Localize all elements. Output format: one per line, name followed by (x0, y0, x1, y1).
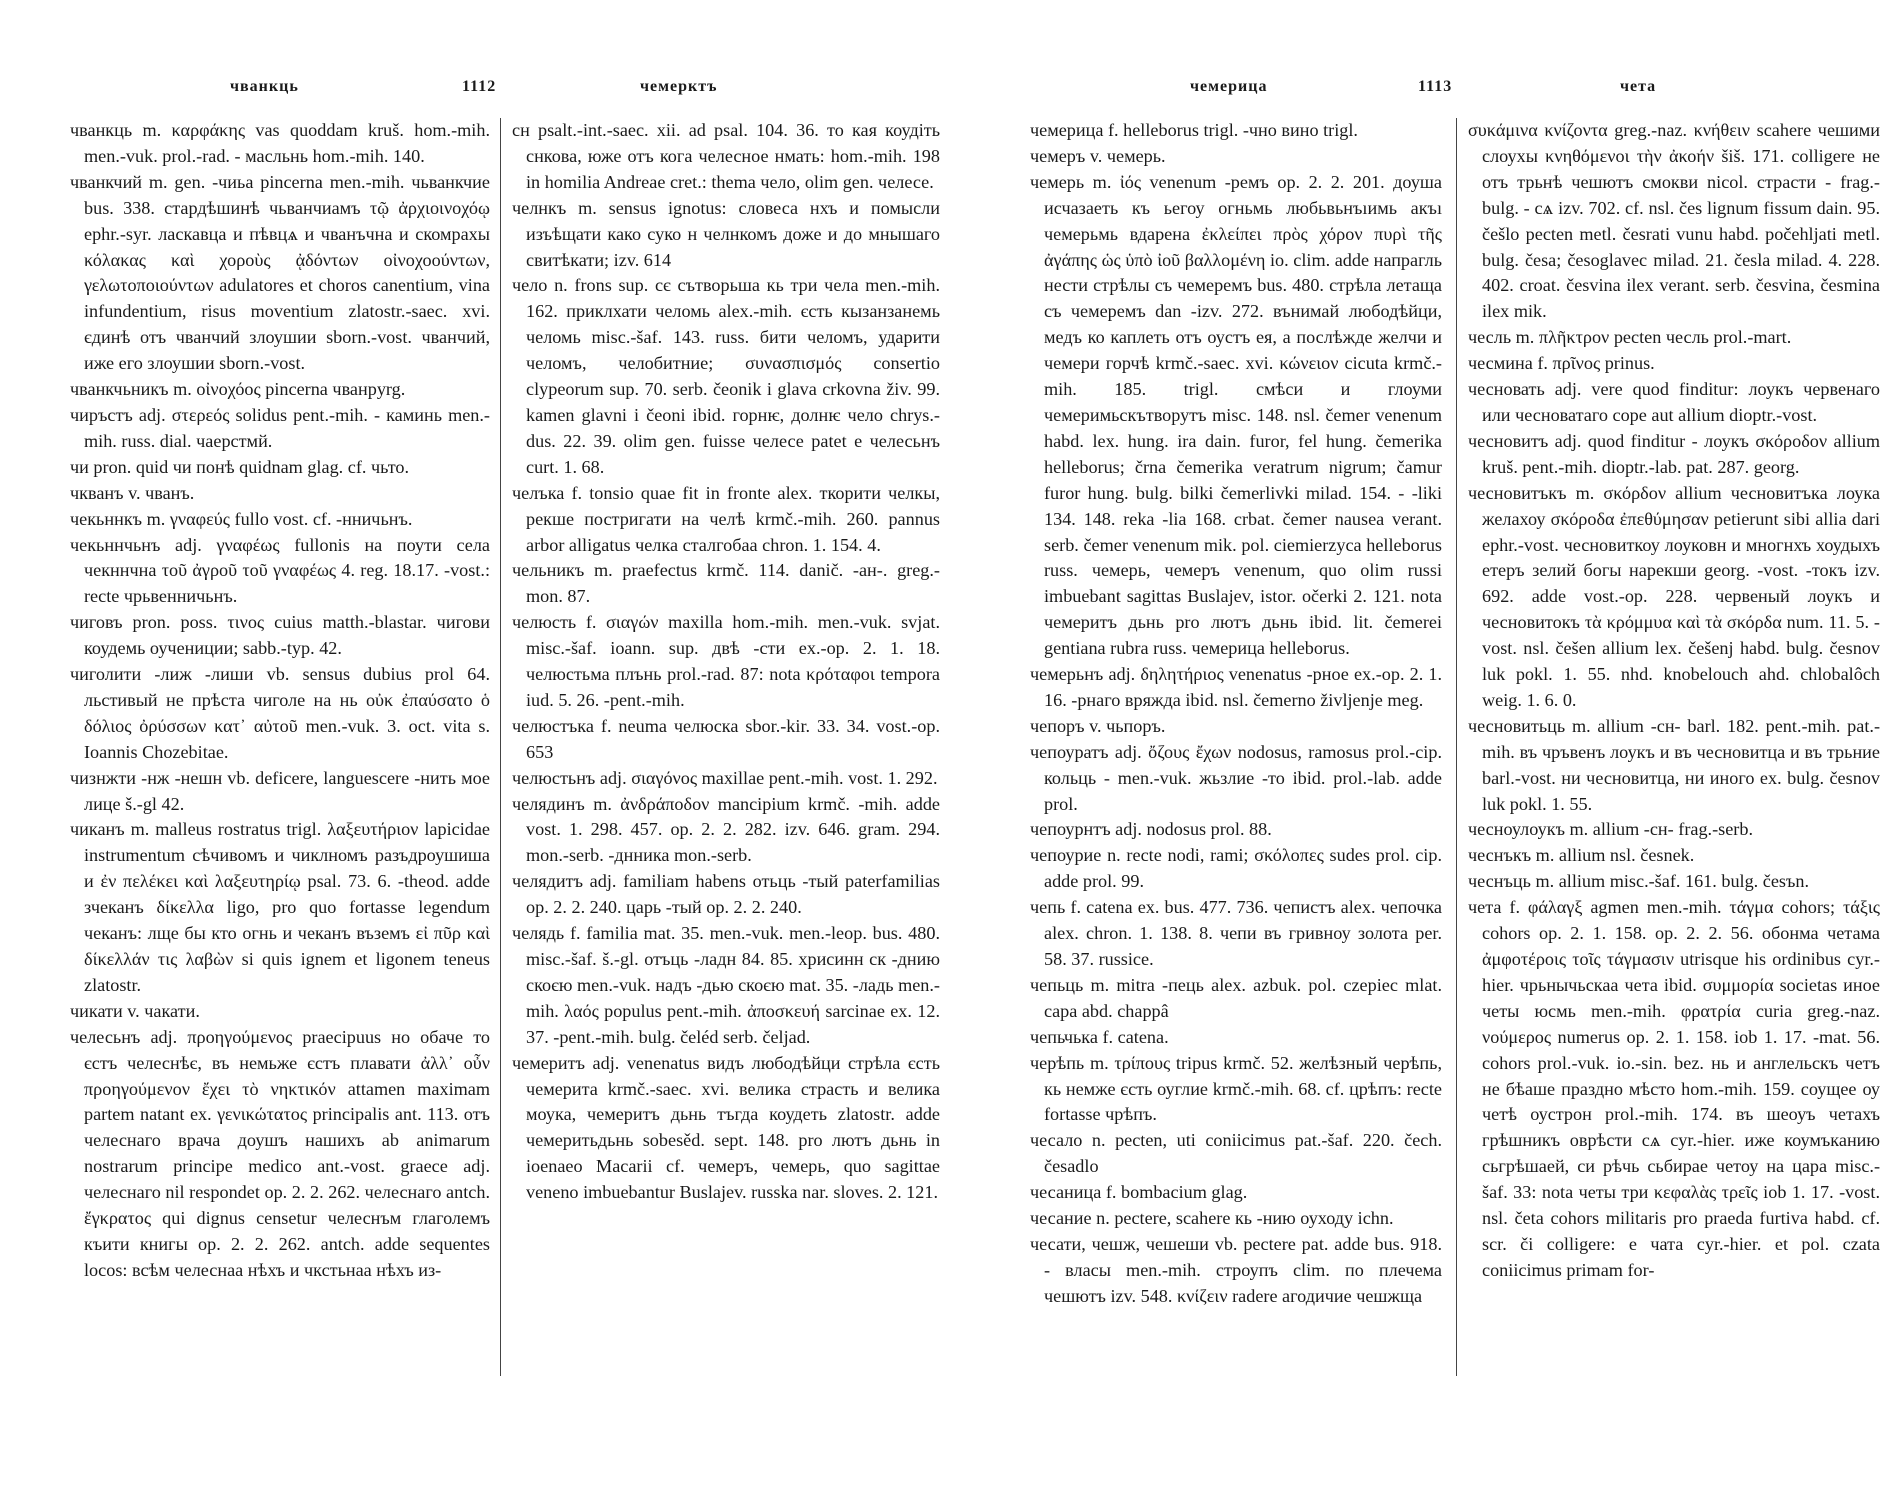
right-page-column-1 (1030, 118, 1442, 1310)
dictionary-entry: челядь f. familia mat. 35. men.-vuk. men.-leop. bus. 480. misc.-šaf. š.-gl. отъць -ладн 84. 85. хрисинн ск -днию скоєю men.-vuk. надъ -дью скоєю mat. 35. -ладь men.-mih. λαός populus pent.-mih. ἀποσκευή sarcinae ex. 12. 37. -pent.-mih. bulg. čeléd serb. čeljad. (512, 923, 940, 1047)
left-page-column-rule (500, 118, 501, 1376)
dictionary-entry: чемеритъ adj. venenatus видъ любодѣйци стрѣла єсть чемерита krmč.-saec. xvi. велика страсть и велика моука, чемеритъ дьнь тъгда коудеть zlatostr. adde чемеритьдьнь sobesěd. sept. 148. pro лютъ дьнь in ioenaeo Macarii cf. чемеръ, чемерь, quo sagittae veneno imbuebantur Buslajev. russka nar. sloves. 2. 121. (512, 1052, 940, 1203)
dictionary-entry: чизнжти -нж -нешн vb. deficere, languescere -нить мое лице š.-gl 42. (70, 767, 490, 814)
left-page-column-2 (512, 118, 940, 1206)
left-header-catchword-first: чванкць (230, 78, 299, 95)
dictionary-entry: чесмина f. πρῖνος prinus. (1468, 353, 1655, 374)
dictionary-entry: чепоурнтъ adj. nodosus prol. 88. (1030, 819, 1272, 840)
dictionary-entry: чиканъ m. malleus rostratus trigl. λαξευτήριον lapicidae instrumentum сѣчивомъ и чиклномъ разъдроушиша и ἐν πελέκει καὶ λαξευτηρίῳ psal. 73. 6. -theod. adde зчеканъ δίκελλα ligo, pro quo fortasse legendum чеканъ: лще бы кто огнь и чеканъ въземъ εἰ πῦρ καὶ δίκελλάν τις λαβὼν si quis ignem et ligonem teneus zlatostr. (70, 819, 490, 995)
dictionary-entry: чеснъць m. allium misc.-šaf. 161. bulg. česъn. (1468, 871, 1810, 892)
dictionary-entry: чемерь m. ἰός venenum -ремъ op. 2. 2. 201. доуша исчазаеть къ ьегоу огньмь любьвьнъıимь акъı чемерьмь вдарена ἐκλείπει πρὸς χόρον πυρὶ τῆς ἀγάπης ὡς ὑπὸ ἰοῦ βαλλομένη io. clim. adde напрагль нести стрѣлы съ чемеремъ bus. 480. стрѣла летаща съ чемеремъ dan -izv. 272. вънимай любодѣйци, медъ ко каплеть отъ оустъ ея, а послѣжде желчи и чемери горчѣ krmč.-saec. xvi. κώνειον cicuta krmč.-mih. 185. trigl. смѣси и глоуми чемеримьскътворутъ misc. 148. nsl. čemer venenum habd. lex. hung. ira dain. furor, fel hung. čemerika helleborus; črna čemerika veratrum nigrum; čamur furor hung. bulg. bilki čemerlivki milad. 154. - -liki 134. 148. reka -lia 168. crbat. čemer nausea verant. serb. čemer venenum mik. pol. ciemierzyca helleborus russ. чемерь, чемеръ venenum, quo olim russi imbuebant sagittas Buslajev, istor. očerki 2. 121. nota чемеритъ дьнь pro лютъ дьнь ibid. lit. čemerei gentiana rubra russ. чемерица helleborus. (1030, 171, 1442, 659)
dictionary-entry: сн psalt.-int.-saec. xii. ad psal. 104. 36. то кая коудіть снкова, юже отъ кога челесное нмать: hom.-mih. 198 in homilia Andreae cret.: thema чело, olim gen. челесе. (512, 120, 940, 192)
dictionary-entry: чело n. frons sup. сє сътворьша кь три чела men.-mih. 162. приклхати челомь alex.-mih. єсть кызанзанемь челомь misc.-šaf. 143. russ. бити челомъ, ударити челомъ, челобитние; συνασπισμός consertio clypeorum sup. 70. serb. čeonik i glava crkovna živ. 99. kamen glavni i čeoni ibid. горнѥ, долнѥ чело chrys.-dus. 22. 39. olim gen. fuisse челесе patet e челесьнъ curt. 1. 68. (512, 275, 940, 477)
dictionary-entry: чесати, чешж, чешеши vb. pectere pat. adde bus. 918. - власы men.-mih. строупъ clim. по плечема чешютъ izv. 548. κνίζειν radere агодичие чешжща (1030, 1233, 1442, 1306)
dictionary-entry: чесновитьць m. allium -сн- barl. 182. pent.-mih. pat.-mih. въ чръвенъ лоукъ и въ чесновитца и въ трьние barl.-vost. ни чесновитца, ни иного ex. bulg. česnov luk pokl. 1. 55. (1468, 715, 1880, 814)
dictionary-entry: чепь f. catena ex. bus. 477. 736. чепистъ alex. чепочка alex. chron. 1. 138. 8. чепи въ гривноу золота per. 58. 37. russice. (1030, 897, 1442, 969)
dictionary-entry: чесаница f. bombacium glag. (1030, 1182, 1248, 1203)
left-page (0, 0, 950, 1500)
dictionary-entry: чкванъ v. чванъ. (70, 482, 195, 503)
dictionary-entry: чеснъкъ m. allium nsl. česnek. (1468, 845, 1695, 866)
dictionary-entry: челюстьнъ adj. σιαγόνος maxillae pent.-mih. vost. 1. 292. (512, 767, 938, 788)
dictionary-entry: черѣпь m. τρίπους tripus krmč. 52. желѣзный черѣпь, кь немже єсть оуглие krmč.-mih. 68. cf. црѣпъ: recte fortasse чрѣпъ. (1030, 1052, 1442, 1125)
dictionary-entry: чекьннчьнъ adj. γναφέως fullonis на поути села чекннчна τοῦ ἀγροῦ τοῦ γναφέως 4. reg. 18.17. -vost.: recte чрьвенничьнъ. (70, 534, 490, 607)
dictionary-entry: чепоуратъ adj. ὄζους ἔχων nodosus, ramosus prol.-cip. кольць - men.-vuk. жьзлие -то ibid. prol.-lab. adde prol. (1030, 741, 1442, 814)
dictionary-entry: челюстъка f. neuma челюска sbor.-kir. 33. 34. vost.-op. 653 (512, 715, 940, 762)
dictionary-entry: чемерьнъ adj. δηλητήριος venenatus -рное ex.-op. 2. 1. 16. -рнаго вряжда ibid. nsl. čemerno življenje meg. (1030, 664, 1442, 710)
dictionary-entry: челнкъ m. sensus ignotus: словеса нхъ и помысли изъѣщати како суко н челнкомъ доже и до мнышаго свитѣкати; izv. 614 (512, 197, 940, 270)
dictionary-entry: чесновитъ adj. quod finditur - лоукъ σκόροδον allium kruš. pent.-mih. dioptr.-lab. pat. 287. georg. (1468, 430, 1880, 477)
dictionary-entry: челядинъ m. ἀνδράποδον mancipium krmč. -mih. adde vost. 1. 298. 457. op. 2. 2. 282. izv. 646. gram. 294. mon.-serb. -днника mon.-serb. (512, 793, 940, 866)
dictionary-entry: чекьннкъ m. γναφεύς fullo vost. cf. -нничьнъ. (70, 508, 413, 529)
dictionary-entry: чиръстъ adj. στερεός solidus pent.-mih. - каминь men.-mih. russ. dial. чаерстмй. (70, 404, 490, 451)
right-page-column-rule (1456, 118, 1457, 1376)
right-page-header (980, 78, 1902, 106)
dictionary-entry: челядитъ adj. familiam habens отьць -тый paterfamilias op. 2. 2. 240. царь -тый op. 2. 2. 240. (512, 871, 940, 918)
dictionary-entry: чиговъ pron. poss. τινος cuius matth.-blastar. чигови коудемь оучениции; sabb.-typ. 42. (70, 612, 490, 659)
dictionary-entry: чепоръ v. чьпоръ. (1030, 715, 1166, 736)
dictionary-entry: челюсть f. σιαγών maxilla hom.-mih. men.-vuk. svjat. misc.-šaf. ioann. sup. двѣ -сти ex.-op. 2. 1. 18. челюстьма плънь prol.-rad. 87: nota κρόταφοι tempora iud. 5. 26. -pent.-mih. (512, 612, 940, 710)
dictionary-entry: чесновать adj. vere quod finditur: лоукъ червенаго или чесноватаго соре aut allium dioptr.-vost. (1468, 379, 1880, 425)
dictionary-entry: чванкчий m. gen. -чиьа pincerna men.-mih. чьванкчие bus. 338. стардѣшинѣ чьванчиамъ τῷ ἀρχιοινοχόῳ ephr.-syr. ласкавца и пѣвцѧ и чванъчна и скомрахы κόλακας καὶ χοροὺς ᾀδόντων οἰνοχοούντων, γελωτοποιούντων adulatores et choros canentium, vina infundentium, risus moventium zlatostr.-saec. xvi. єдинѣ отъ чванчий злоушии sborn.-vost. чванчий, иже его злоушии sborn.-vost. (70, 171, 490, 374)
dictionary-entry: συκάμινα κνίζοντα greg.-naz. κνήθειν scahere чешими слоухы κνηθόμενοι τὴν ἀκοήν šiš. 171. colligere не отъ трьнѣ чешютъ смокви nicol. страсти - frag.-bulg. - сѧ izv. 702. cf. nsl. čes lignum fissum dain. 95. češlo pecten metl. česrati vunu habd. počehljati metl. bulg. česa; česoglavec milad. 21. česla milad. 4. 228. 402. croat. česvina ilex verant. serb. česvina, česmina ilex mik. (1468, 120, 1880, 322)
dictionary-entry: чепьчька f. catena. (1030, 1026, 1169, 1047)
dictionary-entry: чета f. φάλαγξ agmen men.-mih. τάγμα cohors; τάξις cohors op. 2. 1. 158. op. 2. 2. 56. обонма четама ἀμφοτέροις τοῖς τάγμασιν utrisque his ordinibus cyr.-hier. чрьнычьскаа чета ibid. συμμορία societas иное четы юсмь men.-mih. φρατρία curia greg.-naz. νούμερος numerus op. 2. 1. 158. iob 1. 17. -mat. 56. cohors prol.-vuk. io.-sin. bez. нь и англельскъ четъ не бѣаше праздно мѣсто hom.-mih. 159. соущее оу четѣ оустрон prol.-mih. 174. въ шеоуъ четахъ грѣшникъ оврѣсти сѧ cyr.-hier. иже коумъканию сьгрѣшаей, си рѣчь сьбирае четоу на цара misc.-šaf. 33: nota четы три κεφαλὰς τρεῖς iob 1. 17. -vost. nsl. četa cohors militaris pro praeda furtiva habd. cf. scr. či colligere: е чата cyr.-hier. et pol. czata coniicimus primam for- (1468, 897, 1880, 1280)
dictionary-entry: челесьнъ adj. προηγούμενος praecipuus но обаче то єстъ челеснѣє, въ немьже єстъ плавати ἀλλ᾽ οὖν προηγούμενον ἔχει τὸ νηκτικόν attamen maximam partem natant ex. γενικώτατος principalis ant. 113. отъ челеснаго врача доушъ нашихъ ab animarum nostrarum principe medico ant.-vost. graece adj. челеснаго nil respondet op. 2. 2. 262. челеснаго antch. ἔγκρατος qui dignus censetur челеснъм глаголемъ къити книгы op. 2. 2. 262. antch. adde sequentes locos: всѣм челеснаа нѣхъ и чкстьнаа нѣхъ из- (70, 1026, 490, 1280)
dictionary-entry: чемеръ v. чемерь. (1030, 145, 1166, 166)
dictionary-entry: чи pron. quid чи понѣ quidnam glag. cf. чьто. (70, 456, 410, 477)
left-header-catchword-last: чемерктъ (640, 78, 718, 95)
dictionary-entry: чемерица f. helleborus trigl. -чно вино trigl. (1030, 120, 1358, 140)
right-page (980, 0, 1902, 1500)
dictionary-entry: чесновитъкъ m. σκόρδον allium чесновитъка лоука желахоу σκόροδα ἐπεθύμησαν petierunt sibi allia dari ephr.-vost. чесновиткоу лоуковн и многнхъ хоудыхъ етеръ зелий богы нарекши georg. -vost. -токъ izv. 692. adde vost.-op. 228. червеный лоукъ и чесновитокъ τὰ κρόμμυα καὶ τὰ σκόρδα num. 11. 5. -vost. nsl. češen allium lex. češenj habd. bulg. česnov luk pokl. 1. 55. nhd. knobelouch ahd. chlobalôch weig. 1. 6. 0. (1468, 482, 1880, 710)
left-page-column-1 (70, 118, 490, 1284)
dictionary-entry: чельникъ m. praefectus krmč. 114. danič. -ан-. greg.-mon. 87. (512, 560, 940, 607)
dictionary-entry: чванкць m. καρφάκης vas quoddam kruš. hom.-mih. men.-vuk. prol.-rad. - масльнь hom.-mih. 140. (70, 120, 490, 166)
right-header-catchword-first: чемерица (1190, 78, 1268, 95)
right-page-column-2 (1468, 118, 1880, 1284)
dictionary-entry: чесль m. πλῆκτρον pecten чесль prol.-mart. (1468, 327, 1792, 348)
left-page-number: 1112 (462, 78, 497, 95)
dictionary-entry: чепьць m. mitra -пець alex. azbuk. pol. czepiec mlat. capa abd. chappâ (1030, 974, 1442, 1021)
dictionary-entry: чиголити -лиж -лиши vb. sensus dubius prol 64. льстивый не прѣста чиголе на нь οὐκ ἐπαύσατο ὁ δόλιος ὀρύσσων κατ᾽ αὐτοῦ men.-vuk. 3. oct. vita s. Ioannis Chozebitae. (70, 664, 490, 762)
dictionary-entry: чепоурие n. recte nodi, rami; σκόλοπες sudes prol. cip. adde prol. 99. (1030, 845, 1442, 892)
right-header-catchword-last: чета (1620, 78, 1657, 95)
dictionary-entry: чесноулоукъ m. allium -сн- frag.-serb. (1468, 819, 1753, 840)
right-page-number: 1113 (1418, 78, 1453, 95)
dictionary-entry: чикати v. чакати. (70, 1000, 200, 1021)
dictionary-entry: чесание n. pectere, scahere кь -нию оуходу ichn. (1030, 1208, 1394, 1229)
dictionary-entry: чванкчьникъ m. οἰνοχόος pincerna чванpyrg. (70, 379, 406, 400)
dictionary-entry: чесало n. pecten, uti coniicimus pat.-šaf. 220. čech. česadlo (1030, 1130, 1442, 1177)
left-page-header (0, 78, 950, 106)
dictionary-entry: челъка f. tonsio quae fit in fronte alex. ткорити челкы, рекше постригати на челѣ krmč.-mih. 260. pannus arbor alligatus челка сталгобаа chron. 1. 154. 4. (512, 482, 940, 555)
